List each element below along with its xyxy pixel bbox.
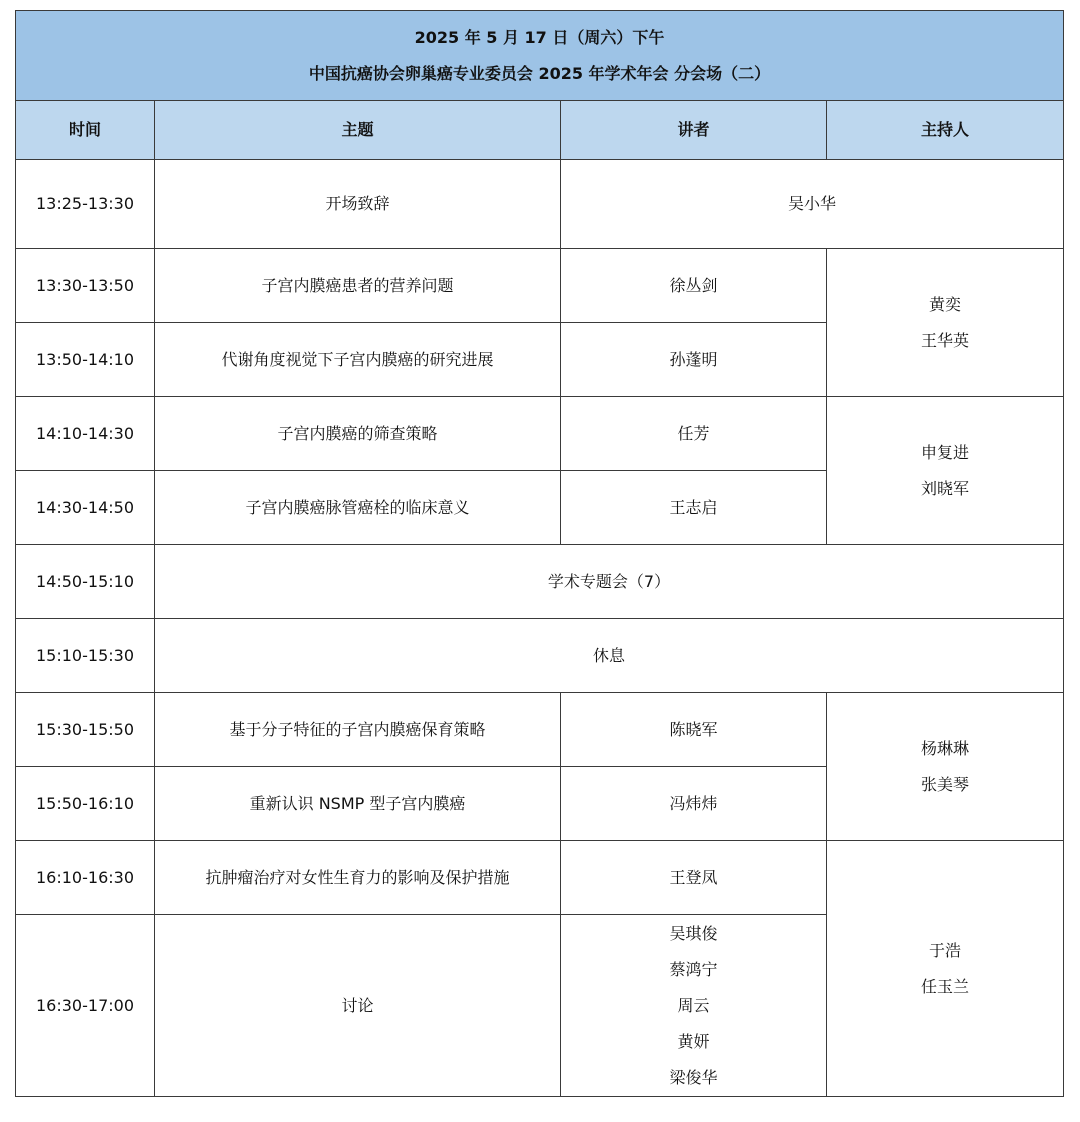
title-event: 中国抗癌协会卵巢癌专业委员会 2025 年学术年会 分会场（二） [308, 63, 771, 83]
speaker-name: 黄妍 [677, 1031, 710, 1051]
header-speaker: 讲者 [561, 101, 827, 160]
time-cell: 13:50-14:10 [16, 323, 155, 397]
break-cell: 休息 [155, 619, 1064, 693]
topic-cell: 讨论 [155, 915, 561, 1097]
host-name: 杨琳琳 [920, 738, 969, 758]
speaker-cell: 冯炜炜 [561, 767, 827, 841]
speaker-cell: 任芳 [561, 397, 827, 471]
speaker-cell: 吴小华 [561, 160, 1064, 249]
header-topic: 主题 [155, 101, 561, 160]
header-time: 时间 [16, 101, 155, 160]
host-name: 王华英 [920, 330, 969, 350]
host-name: 刘晓军 [920, 478, 969, 498]
time-cell: 13:25-13:30 [16, 160, 155, 249]
table-row [16, 619, 1064, 693]
time-cell: 15:10-15:30 [16, 619, 155, 693]
time-cell: 15:50-16:10 [16, 767, 155, 841]
table-row [16, 545, 1064, 619]
time-cell: 14:10-14:30 [16, 397, 155, 471]
time-cell: 16:10-16:30 [16, 841, 155, 915]
table-row [16, 841, 1064, 915]
topic-cell: 代谢角度视觉下子宫内膜癌的研究进展 [155, 323, 561, 397]
host-name: 申复进 [920, 442, 969, 462]
header-host: 主持人 [827, 101, 1064, 160]
host-name: 任玉兰 [920, 976, 969, 996]
time-cell: 16:30-17:00 [16, 915, 155, 1097]
table-title [16, 11, 1064, 101]
topic-cell: 基于分子特征的子宫内膜癌保育策略 [155, 693, 561, 767]
speaker-name: 周云 [677, 995, 710, 1015]
host-name: 黄奕 [928, 294, 961, 314]
speaker-cell: 徐丛剑 [561, 249, 827, 323]
topic-cell: 重新认识 NSMP 型子宫内膜癌 [155, 767, 561, 841]
topic-cell: 抗肿瘤治疗对女性生育力的影响及保护措施 [155, 841, 561, 915]
schedule-table [15, 10, 1064, 1097]
topic-cell: 开场致辞 [155, 160, 561, 249]
host-cell [827, 693, 1064, 841]
header-row [16, 101, 1064, 160]
time-cell: 14:50-15:10 [16, 545, 155, 619]
title-date: 2025 年 5 月 17 日（周六）下午 [414, 27, 665, 47]
speaker-cell: 王志启 [561, 471, 827, 545]
schedule-container [15, 10, 1063, 1097]
time-cell: 14:30-14:50 [16, 471, 155, 545]
host-name: 于浩 [928, 940, 961, 960]
speaker-list-cell [561, 915, 827, 1097]
topic-cell: 子宫内膜癌的筛查策略 [155, 397, 561, 471]
table-row [16, 249, 1064, 323]
topic-cell: 子宫内膜癌患者的营养问题 [155, 249, 561, 323]
host-name: 张美琴 [920, 774, 969, 794]
topic-cell: 子宫内膜癌脉管癌栓的临床意义 [155, 471, 561, 545]
time-cell: 15:30-15:50 [16, 693, 155, 767]
speaker-name: 吴琪俊 [669, 923, 718, 943]
session-cell: 学术专题会（7） [155, 545, 1064, 619]
speaker-cell: 陈晓军 [561, 693, 827, 767]
host-cell [827, 397, 1064, 545]
host-cell [827, 841, 1064, 1097]
table-row [16, 693, 1064, 767]
speaker-name: 蔡鸿宁 [669, 959, 718, 979]
host-cell [827, 249, 1064, 397]
table-row [16, 397, 1064, 471]
speaker-cell: 孙蓬明 [561, 323, 827, 397]
table-row [16, 160, 1064, 249]
time-cell: 13:30-13:50 [16, 249, 155, 323]
speaker-name: 梁俊华 [669, 1067, 718, 1087]
speaker-cell: 王登凤 [561, 841, 827, 915]
